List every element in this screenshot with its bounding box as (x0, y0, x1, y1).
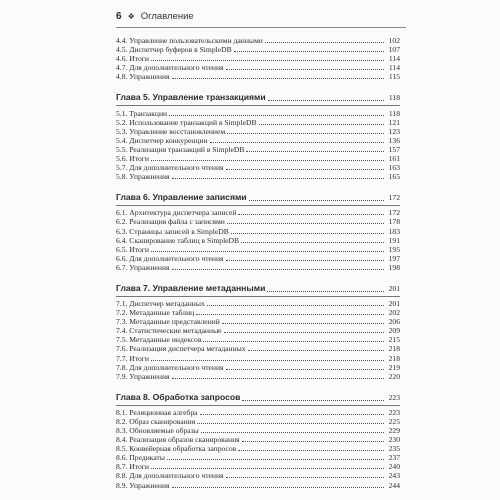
dot-leader (203, 341, 384, 342)
table-of-contents (116, 36, 400, 490)
toc-entry (116, 308, 400, 317)
toc-entry (116, 453, 400, 462)
dot-leader (227, 223, 384, 224)
toc-entry-label: 7.1. Диспетчер метаданных (116, 298, 205, 308)
toc-entry-label: 5.8. Упражнения (116, 172, 170, 182)
toc-entry-label: 8.7. Итоги (116, 462, 149, 472)
dot-leader (151, 468, 384, 469)
header-rule (116, 27, 406, 28)
toc-page-number: 107 (388, 45, 400, 55)
chapter-heading (116, 191, 400, 203)
toc-page-number: 201 (388, 283, 400, 293)
toc-page-number: 202 (388, 308, 400, 318)
toc-entry (116, 163, 400, 172)
toc-entry (116, 172, 400, 181)
toc-entry (116, 426, 400, 435)
toc-entry (116, 226, 400, 235)
dot-leader (241, 242, 384, 243)
toc-entry (116, 462, 400, 471)
toc-entry (116, 254, 400, 263)
running-header (116, 8, 406, 24)
toc-entry (116, 136, 400, 145)
dot-leader (151, 251, 384, 252)
dot-leader (151, 360, 384, 361)
dot-leader (172, 78, 384, 79)
toc-entry (116, 299, 400, 308)
dot-leader (167, 459, 384, 460)
dot-leader (234, 51, 384, 52)
toc-page-number: 235 (388, 444, 400, 454)
toc-entry (116, 408, 400, 417)
dot-leader (265, 42, 384, 43)
toc-entry (116, 236, 400, 245)
toc-page-number: 114 (388, 54, 400, 64)
toc-entry-label: 6.1. Архитектура диспетчера записей (116, 208, 237, 218)
toc-entry (116, 217, 400, 226)
toc-entry (116, 263, 400, 272)
toc-entry-label: Глава 7. Управление метаданными (116, 282, 266, 293)
toc-entry-label: 4.4. Управление пользовательскими данными (116, 36, 263, 46)
toc-entry-label: 8.1. Реляционная алгебра (116, 407, 198, 417)
toc-entry-label: 8.8. Для дополнительного чтения (116, 471, 224, 481)
toc-page-number: 223 (388, 407, 400, 417)
toc-entry (116, 36, 400, 45)
toc-entry (116, 344, 400, 353)
dot-leader (207, 305, 384, 306)
diamond-icon: ❖ (127, 11, 135, 21)
dot-leader (249, 200, 384, 201)
toc-entry-label: 5.2. Использование транзакций в SimpleDB (116, 117, 257, 127)
dot-leader (201, 432, 384, 433)
toc-entry-label: 5.7. Для дополнительного чтения (116, 163, 224, 173)
toc-page-number: 201 (388, 298, 400, 308)
toc-page-number: 191 (388, 235, 400, 245)
chapter-rule (116, 405, 400, 406)
dot-leader (242, 441, 384, 442)
dot-leader (238, 450, 384, 451)
toc-entry-label: 5.5. Реализация транзакций в SimpleDB (116, 144, 245, 154)
toc-entry-label: 8.6. Предикаты (116, 453, 165, 463)
dot-leader (200, 414, 384, 415)
toc-page-number: 225 (388, 416, 400, 426)
toc-entry (116, 317, 400, 326)
toc-entry-label: 7.8. Для дополнительного чтения (116, 362, 224, 372)
toc-page-number: 136 (388, 135, 400, 145)
toc-entry-label: Глава 6. Управление записями (116, 192, 247, 203)
toc-entry-label: 8.3. Обновляемые образы (116, 426, 199, 435)
toc-page-number: 183 (388, 226, 400, 236)
toc-page-number: 123 (388, 126, 400, 136)
toc-entry (116, 154, 400, 163)
toc-entry-label: 7.4. Статистические метаданные (116, 326, 222, 336)
toc-page-number: 118 (388, 93, 400, 103)
toc-entry (116, 417, 400, 426)
toc-page-number: 157 (388, 144, 400, 154)
toc-page-number: 209 (388, 326, 400, 336)
chapter-heading (116, 391, 400, 403)
dot-leader (197, 423, 384, 424)
toc-entry-label: 7.5. Метаданные индексов (116, 335, 202, 345)
dot-leader (172, 487, 384, 488)
dot-leader (226, 369, 384, 370)
dot-leader (226, 169, 384, 170)
toc-page-number: 114 (388, 63, 400, 73)
toc-page-number: 220 (388, 371, 400, 381)
toc-entry-label: 5.3. Управление восстановлением (116, 126, 226, 136)
toc-entry (116, 363, 400, 372)
toc-page-number: 172 (388, 193, 400, 203)
toc-page-number: 237 (388, 453, 400, 463)
dot-leader (238, 214, 384, 215)
toc-entry (116, 444, 400, 453)
toc-entry-label: 5.4. Диспетчер конкуренции (116, 135, 208, 145)
toc-entry-label: 7.9. Упражнения (116, 371, 170, 381)
toc-entry-label: 8.9. Упражнения (116, 480, 170, 490)
toc-entry (116, 326, 400, 335)
toc-entry-label: 6.4. Сканирование таблиц в SimpleDB (116, 235, 240, 245)
toc-entry-label: 7.7. Итоги (116, 353, 149, 363)
dot-leader (210, 142, 384, 143)
toc-page-number: 223 (388, 392, 400, 402)
toc-entry-label: 4.6. Итоги (116, 54, 149, 64)
toc-entry (116, 72, 400, 81)
toc-entry (116, 353, 400, 362)
dot-leader (172, 178, 384, 179)
chapter-heading (116, 282, 400, 294)
toc-page-number: 230 (388, 435, 400, 445)
dot-leader (222, 323, 384, 324)
toc-entry (116, 471, 400, 480)
toc-page-number: 229 (388, 426, 400, 435)
toc-page-number: 219 (388, 362, 400, 372)
toc-entry (116, 372, 400, 381)
toc-page-number: 115 (388, 72, 400, 82)
toc-entry-label: 5.6. Итоги (116, 154, 149, 164)
toc-page-number: 240 (388, 462, 400, 472)
toc-entry-label: 8.4. Реализация образов сканирования (116, 435, 240, 445)
toc-page-number: 244 (388, 480, 400, 490)
toc-entry (116, 480, 400, 489)
dot-leader (169, 115, 384, 116)
toc-entry-label: 4.8. Упражнения (116, 72, 170, 82)
chapter-heading (116, 91, 400, 103)
toc-entry (116, 45, 400, 54)
toc-page-number: 218 (388, 344, 400, 354)
toc-entry (116, 145, 400, 154)
toc-entry (116, 335, 400, 344)
toc-page-number: 163 (388, 163, 400, 173)
dot-leader (267, 291, 384, 292)
toc-page-number: 195 (388, 244, 400, 254)
toc-entry-label: Глава 5. Управление транзакциями (116, 92, 266, 103)
toc-page-number: 118 (388, 108, 400, 118)
dot-leader (259, 124, 384, 125)
toc-entry-label: 7.2. Метаданные таблиц (116, 308, 195, 318)
dot-leader (151, 60, 384, 61)
dot-leader (242, 400, 384, 401)
dot-leader (226, 69, 384, 70)
toc-entry (116, 118, 400, 127)
dot-leader (248, 350, 384, 351)
header-title: Оглавление (140, 10, 194, 22)
toc-page-number: 161 (388, 154, 400, 164)
toc-entry-label: 6.3. Страницы записей в SimpleDB (116, 226, 229, 236)
toc-page-number: 165 (388, 172, 400, 182)
dot-leader (226, 260, 384, 261)
dot-leader (172, 378, 384, 379)
dot-leader (224, 332, 384, 333)
toc-page-number: 215 (388, 335, 400, 345)
toc-page-number: 178 (388, 217, 400, 227)
dot-leader (226, 477, 384, 478)
toc-entry-label: 8.2. Образ сканирования (116, 416, 196, 426)
toc-entry-label: 7.3. Метаданные представлений (116, 317, 220, 327)
toc-page-number: 172 (388, 208, 400, 218)
toc-entry-label: 6.5. Итоги (116, 244, 149, 254)
toc-entry (116, 108, 400, 117)
toc-page-number: 102 (388, 36, 400, 46)
toc-page-number: 121 (388, 117, 400, 127)
toc-page-number: 197 (388, 253, 400, 263)
toc-entry (116, 208, 400, 217)
toc-entry (116, 245, 400, 254)
toc-entry-label: Глава 8. Обработка запросов (116, 391, 241, 402)
toc-entry-label: 8.5. Конвейерная обработка запросов (116, 444, 237, 454)
toc-page-number: 206 (388, 317, 400, 327)
toc-entry-label: 7.6. Реализация диспетчера метаданных (116, 344, 246, 354)
chapter-rule (116, 296, 400, 297)
toc-entry-label: 6.2. Реализация файла с записями (116, 217, 225, 227)
toc-entry (116, 127, 400, 136)
toc-entry-label: 6.7. Упражнения (116, 262, 170, 272)
toc-page-number: 243 (388, 471, 400, 481)
dot-leader (246, 151, 384, 152)
chapter-rule (116, 205, 400, 206)
toc-entry-label: 5.1. Транзакции (116, 108, 168, 118)
toc-entry (116, 54, 400, 63)
toc-entry-label: 4.5. Диспетчер буферов в SimpleDB (116, 45, 232, 55)
toc-page-number: 198 (388, 262, 400, 272)
toc-entry-label: 4.7. Для дополнительного чтения (116, 63, 224, 73)
toc-entry (116, 435, 400, 444)
toc-entry (116, 63, 400, 72)
chapter-rule (116, 105, 400, 106)
dot-leader (172, 269, 384, 270)
dot-leader (196, 314, 384, 315)
toc-entry-label: 6.6. Для дополнительного чтения (116, 253, 224, 263)
toc-page-number: 218 (388, 353, 400, 363)
dot-leader (231, 233, 384, 234)
header-page-number: 6 (116, 10, 122, 22)
dot-leader (151, 160, 384, 161)
dot-leader (268, 100, 384, 101)
dot-leader (227, 133, 384, 134)
